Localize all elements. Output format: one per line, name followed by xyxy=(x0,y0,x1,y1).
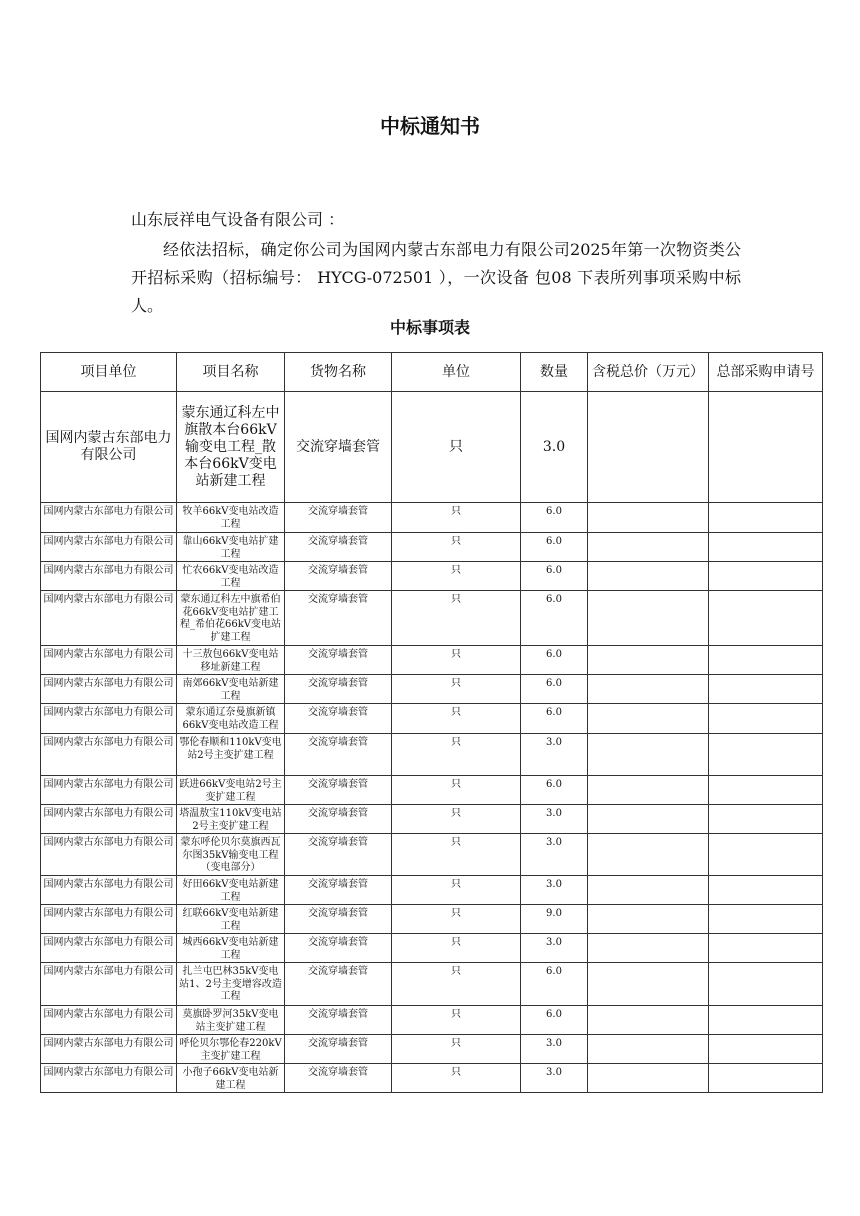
cell-unit: 国网内蒙古东部电力有限公司 xyxy=(41,392,177,503)
cell-quantity: 3.0 xyxy=(521,876,588,905)
table-row xyxy=(41,533,823,562)
cell-total-price xyxy=(588,562,709,591)
cell-quantity: 3.0 xyxy=(521,834,588,876)
table-row xyxy=(41,646,823,675)
cell-unit: 国网内蒙古东部电力有限公司 xyxy=(41,533,177,562)
award-items-table xyxy=(40,352,823,1093)
cell-quantity: 6.0 xyxy=(521,963,588,1006)
cell-unit: 国网内蒙古东部电力有限公司 xyxy=(41,675,177,704)
cell-quantity: 6.0 xyxy=(521,704,588,734)
cell-project: 红联66kV变电站新建工程 xyxy=(177,905,285,934)
cell-quantity: 6.0 xyxy=(521,646,588,675)
cell-total-price xyxy=(588,905,709,934)
cell-unit: 国网内蒙古东部电力有限公司 xyxy=(41,934,177,963)
cell-goods: 交流穿墙套管 xyxy=(285,734,392,776)
cell-request-no xyxy=(709,392,823,503)
cell-request-no xyxy=(709,834,823,876)
cell-total-price xyxy=(588,704,709,734)
cell-uom: 只 xyxy=(392,562,521,591)
cell-project: 鄂伦春顺和110kV变电站2号主变扩建工程 xyxy=(177,734,285,776)
cell-project: 蒙东呼伦贝尔莫旗西瓦尔图35kV输变电工程（变电部分） xyxy=(177,834,285,876)
cell-quantity: 6.0 xyxy=(521,562,588,591)
cell-unit: 国网内蒙古东部电力有限公司 xyxy=(41,503,177,533)
cell-uom: 只 xyxy=(392,876,521,905)
cell-request-no xyxy=(709,805,823,834)
table-title: 中标事项表 xyxy=(389,318,470,337)
header-request-no: 总部采购申请号 xyxy=(709,353,823,392)
cell-uom: 只 xyxy=(392,533,521,562)
cell-unit: 国网内蒙古东部电力有限公司 xyxy=(41,876,177,905)
cell-quantity: 3.0 xyxy=(521,1064,588,1093)
table-row xyxy=(41,503,823,533)
table-row xyxy=(41,876,823,905)
cell-unit: 国网内蒙古东部电力有限公司 xyxy=(41,591,177,646)
header-total-price: 含税总价（万元） xyxy=(588,353,709,392)
cell-uom: 只 xyxy=(392,776,521,805)
cell-uom: 只 xyxy=(392,934,521,963)
cell-uom: 只 xyxy=(392,503,521,533)
cell-quantity: 6.0 xyxy=(521,776,588,805)
cell-project: 好田66kV变电站新建工程 xyxy=(177,876,285,905)
table-row xyxy=(41,1035,823,1064)
cell-request-no xyxy=(709,963,823,1006)
table-header-row xyxy=(41,353,823,392)
notice-body: 经依法招标，确定你公司为国网内蒙古东部电力有限公司2025年第一次物资类公开招标采购（招标编号： HYCG-072501 ），一次设备 包08 下表所列事项采购中标人。 xyxy=(131,240,741,315)
cell-request-no xyxy=(709,675,823,704)
cell-total-price xyxy=(588,392,709,503)
cell-total-price xyxy=(588,1064,709,1093)
cell-uom: 只 xyxy=(392,1064,521,1093)
cell-quantity: 3.0 xyxy=(521,392,588,503)
table-row xyxy=(41,704,823,734)
cell-project: 蒙东通辽科左中旗散本台66kV输变电工程_散本台66kV变电站新建工程 xyxy=(177,392,285,503)
cell-goods: 交流穿墙套管 xyxy=(285,934,392,963)
cell-goods: 交流穿墙套管 xyxy=(285,503,392,533)
cell-uom: 只 xyxy=(392,805,521,834)
cell-request-no xyxy=(709,503,823,533)
document-title: 中标通知书 xyxy=(380,114,480,138)
cell-goods: 交流穿墙套管 xyxy=(285,646,392,675)
cell-quantity: 3.0 xyxy=(521,934,588,963)
cell-request-no xyxy=(709,1035,823,1064)
cell-project: 呼伦贝尔鄂伦春220kV主变扩建工程 xyxy=(177,1035,285,1064)
cell-unit: 国网内蒙古东部电力有限公司 xyxy=(41,1006,177,1035)
cell-project: 十三敖包66kV变电站移址新建工程 xyxy=(177,646,285,675)
cell-goods: 交流穿墙套管 xyxy=(285,963,392,1006)
cell-goods: 交流穿墙套管 xyxy=(285,533,392,562)
cell-total-price xyxy=(588,963,709,1006)
cell-request-no xyxy=(709,1006,823,1035)
cell-unit: 国网内蒙古东部电力有限公司 xyxy=(41,562,177,591)
cell-project: 靠山66kV变电站扩建工程 xyxy=(177,533,285,562)
cell-project: 跃进66kV变电站2号主变扩建工程 xyxy=(177,776,285,805)
cell-project: 莫旗卧罗河35kV变电站主变扩建工程 xyxy=(177,1006,285,1035)
cell-request-no xyxy=(709,1064,823,1093)
cell-uom: 只 xyxy=(392,963,521,1006)
table-row xyxy=(41,562,823,591)
table-row xyxy=(41,1006,823,1035)
cell-goods: 交流穿墙套管 xyxy=(285,392,392,503)
cell-request-no xyxy=(709,704,823,734)
cell-quantity: 6.0 xyxy=(521,1006,588,1035)
cell-goods: 交流穿墙套管 xyxy=(285,1006,392,1035)
cell-request-no xyxy=(709,776,823,805)
cell-goods: 交流穿墙套管 xyxy=(285,591,392,646)
header-quantity: 数量 xyxy=(521,353,588,392)
cell-total-price xyxy=(588,834,709,876)
table-row xyxy=(41,905,823,934)
cell-goods: 交流穿墙套管 xyxy=(285,776,392,805)
cell-uom: 只 xyxy=(392,834,521,876)
cell-total-price xyxy=(588,876,709,905)
cell-goods: 交流穿墙套管 xyxy=(285,805,392,834)
table-row xyxy=(41,734,823,776)
cell-unit: 国网内蒙古东部电力有限公司 xyxy=(41,734,177,776)
cell-total-price xyxy=(588,1035,709,1064)
table-row xyxy=(41,675,823,704)
cell-uom: 只 xyxy=(392,591,521,646)
cell-project: 小孢子66kV变电站新建工程 xyxy=(177,1064,285,1093)
cell-goods: 交流穿墙套管 xyxy=(285,905,392,934)
cell-total-price xyxy=(588,934,709,963)
cell-uom: 只 xyxy=(392,1006,521,1035)
header-uom: 单位 xyxy=(392,353,521,392)
cell-unit: 国网内蒙古东部电力有限公司 xyxy=(41,963,177,1006)
cell-unit: 国网内蒙古东部电力有限公司 xyxy=(41,905,177,934)
cell-project: 城西66kV变电站新建工程 xyxy=(177,934,285,963)
cell-quantity: 3.0 xyxy=(521,1035,588,1064)
cell-total-price xyxy=(588,646,709,675)
table-row xyxy=(41,805,823,834)
cell-project: 塔温敖宝110kV变电站2号主变扩建工程 xyxy=(177,805,285,834)
cell-uom: 只 xyxy=(392,392,521,503)
cell-total-price xyxy=(588,591,709,646)
cell-total-price xyxy=(588,533,709,562)
cell-project: 牧羊66kV变电站改造工程 xyxy=(177,503,285,533)
cell-quantity: 3.0 xyxy=(521,805,588,834)
cell-total-price xyxy=(588,503,709,533)
cell-total-price xyxy=(588,805,709,834)
cell-project: 忙农66kV变电站改造工程 xyxy=(177,562,285,591)
cell-request-no xyxy=(709,734,823,776)
table-row xyxy=(41,776,823,805)
cell-request-no xyxy=(709,646,823,675)
cell-uom: 只 xyxy=(392,646,521,675)
cell-project: 蒙东通辽科左中旗希伯花66kV变电站扩建工程_希伯花66kV变电站扩建工程 xyxy=(177,591,285,646)
cell-unit: 国网内蒙古东部电力有限公司 xyxy=(41,834,177,876)
header-project: 项目名称 xyxy=(177,353,285,392)
cell-goods: 交流穿墙套管 xyxy=(285,562,392,591)
cell-goods: 交流穿墙套管 xyxy=(285,834,392,876)
cell-goods: 交流穿墙套管 xyxy=(285,876,392,905)
cell-quantity: 6.0 xyxy=(521,533,588,562)
cell-total-price xyxy=(588,1006,709,1035)
cell-goods: 交流穿墙套管 xyxy=(285,675,392,704)
table-row xyxy=(41,934,823,963)
cell-unit: 国网内蒙古东部电力有限公司 xyxy=(41,1064,177,1093)
cell-request-no xyxy=(709,533,823,562)
cell-uom: 只 xyxy=(392,675,521,704)
cell-request-no xyxy=(709,934,823,963)
cell-request-no xyxy=(709,876,823,905)
cell-uom: 只 xyxy=(392,1035,521,1064)
cell-uom: 只 xyxy=(392,734,521,776)
cell-unit: 国网内蒙古东部电力有限公司 xyxy=(41,1035,177,1064)
cell-uom: 只 xyxy=(392,905,521,934)
cell-unit: 国网内蒙古东部电力有限公司 xyxy=(41,646,177,675)
cell-project: 蒙东通辽奈曼旗新镇66kV变电站改造工程 xyxy=(177,704,285,734)
cell-uom: 只 xyxy=(392,704,521,734)
table-row xyxy=(41,963,823,1006)
cell-unit: 国网内蒙古东部电力有限公司 xyxy=(41,704,177,734)
addressee: 山东辰祥电气设备有限公司 ： xyxy=(131,210,345,229)
header-unit: 项目单位 xyxy=(41,353,177,392)
cell-quantity: 6.0 xyxy=(521,591,588,646)
cell-request-no xyxy=(709,562,823,591)
cell-total-price xyxy=(588,675,709,704)
table-row xyxy=(41,591,823,646)
cell-project: 南郊66kV变电站新建工程 xyxy=(177,675,285,704)
cell-unit: 国网内蒙古东部电力有限公司 xyxy=(41,776,177,805)
cell-goods: 交流穿墙套管 xyxy=(285,1064,392,1093)
cell-total-price xyxy=(588,776,709,805)
table-row xyxy=(41,834,823,876)
cell-total-price xyxy=(588,734,709,776)
cell-goods: 交流穿墙套管 xyxy=(285,704,392,734)
table-row xyxy=(41,392,823,503)
cell-quantity: 3.0 xyxy=(521,734,588,776)
cell-request-no xyxy=(709,905,823,934)
cell-quantity: 9.0 xyxy=(521,905,588,934)
cell-request-no xyxy=(709,591,823,646)
cell-unit: 国网内蒙古东部电力有限公司 xyxy=(41,805,177,834)
cell-quantity: 6.0 xyxy=(521,503,588,533)
cell-goods: 交流穿墙套管 xyxy=(285,1035,392,1064)
table-row xyxy=(41,1064,823,1093)
header-goods: 货物名称 xyxy=(285,353,392,392)
cell-quantity: 6.0 xyxy=(521,675,588,704)
cell-project: 扎兰屯巴林35kV变电站1、2号主变增容改造工程 xyxy=(177,963,285,1006)
